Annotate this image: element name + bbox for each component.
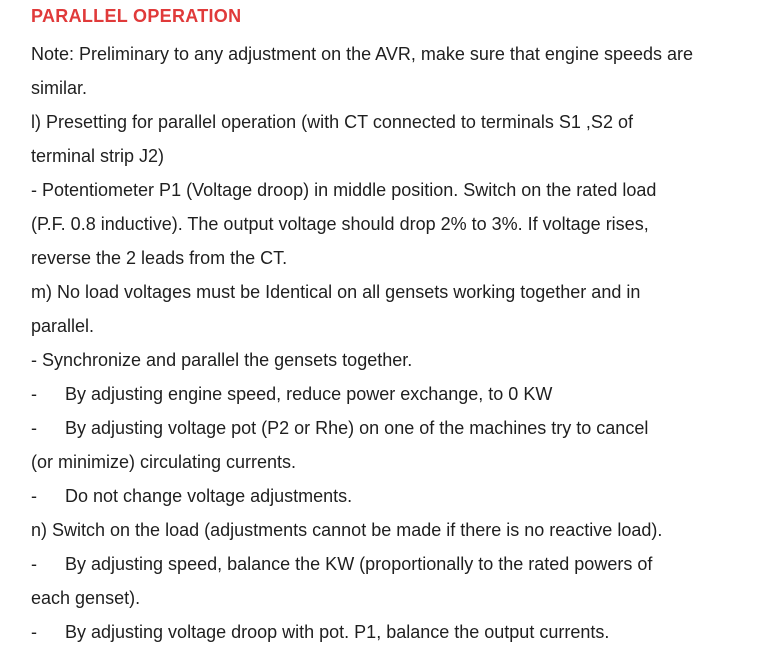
bullet-engine-speed — [31, 382, 552, 406]
bullet-balance-kw — [31, 552, 652, 576]
potentiometer-line-2: (P.F. 0.8 inductive). The output voltage should drop 2% to 3%. If voltage rises, — [31, 214, 649, 234]
step-l-line-1: l) Presetting for parallel operation (with CT connected to terminals S1 ,S2 of — [31, 112, 633, 132]
step-l-line-2: terminal strip J2) — [31, 146, 165, 166]
bullet-voltage-pot-continued: (or minimize) circulating currents. — [31, 452, 297, 472]
bullet-text: By adjusting voltage droop with pot. P1, balance the output currents. — [65, 622, 610, 642]
bullet-voltage-pot — [31, 416, 648, 440]
dash-marker: - — [31, 554, 37, 574]
dash-marker: - — [31, 622, 37, 642]
section-heading: PARALLEL OPERATION — [31, 6, 242, 26]
bullet-text: By adjusting engine speed, reduce power exchange, to 0 KW — [65, 384, 553, 404]
step-n-line: n) Switch on the load (adjustments cannot be made if there is no reactive load). — [31, 520, 663, 540]
dash-marker: - — [31, 418, 37, 438]
dash-marker: - — [31, 384, 37, 404]
potentiometer-line-3: reverse the 2 leads from the CT. — [31, 248, 288, 268]
note-line-2: similar. — [31, 78, 88, 98]
step-m-line-2: parallel. — [31, 316, 95, 336]
bullet-text: By adjusting speed, balance the KW (proportionally to the rated powers of — [65, 554, 653, 574]
bullet-text: By adjusting voltage pot (P2 or Rhe) on one of the machines try to cancel — [65, 418, 649, 438]
dash-marker: - — [31, 486, 37, 506]
synchronize-line: - Synchronize and parallel the gensets together. — [31, 350, 413, 370]
note-line-1: Note: Preliminary to any adjustment on the AVR, make sure that engine speeds are — [31, 44, 694, 64]
step-m-line-1: m) No load voltages must be Identical on all gensets working together and in — [31, 282, 641, 302]
bullet-no-change — [31, 484, 352, 508]
potentiometer-line-1: - Potentiometer P1 (Voltage droop) in middle position. Switch on the rated load — [31, 180, 657, 200]
bullet-balance-currents — [31, 620, 609, 644]
bullet-balance-kw-continued: each genset). — [31, 588, 141, 608]
bullet-text: Do not change voltage adjustments. — [65, 486, 353, 506]
